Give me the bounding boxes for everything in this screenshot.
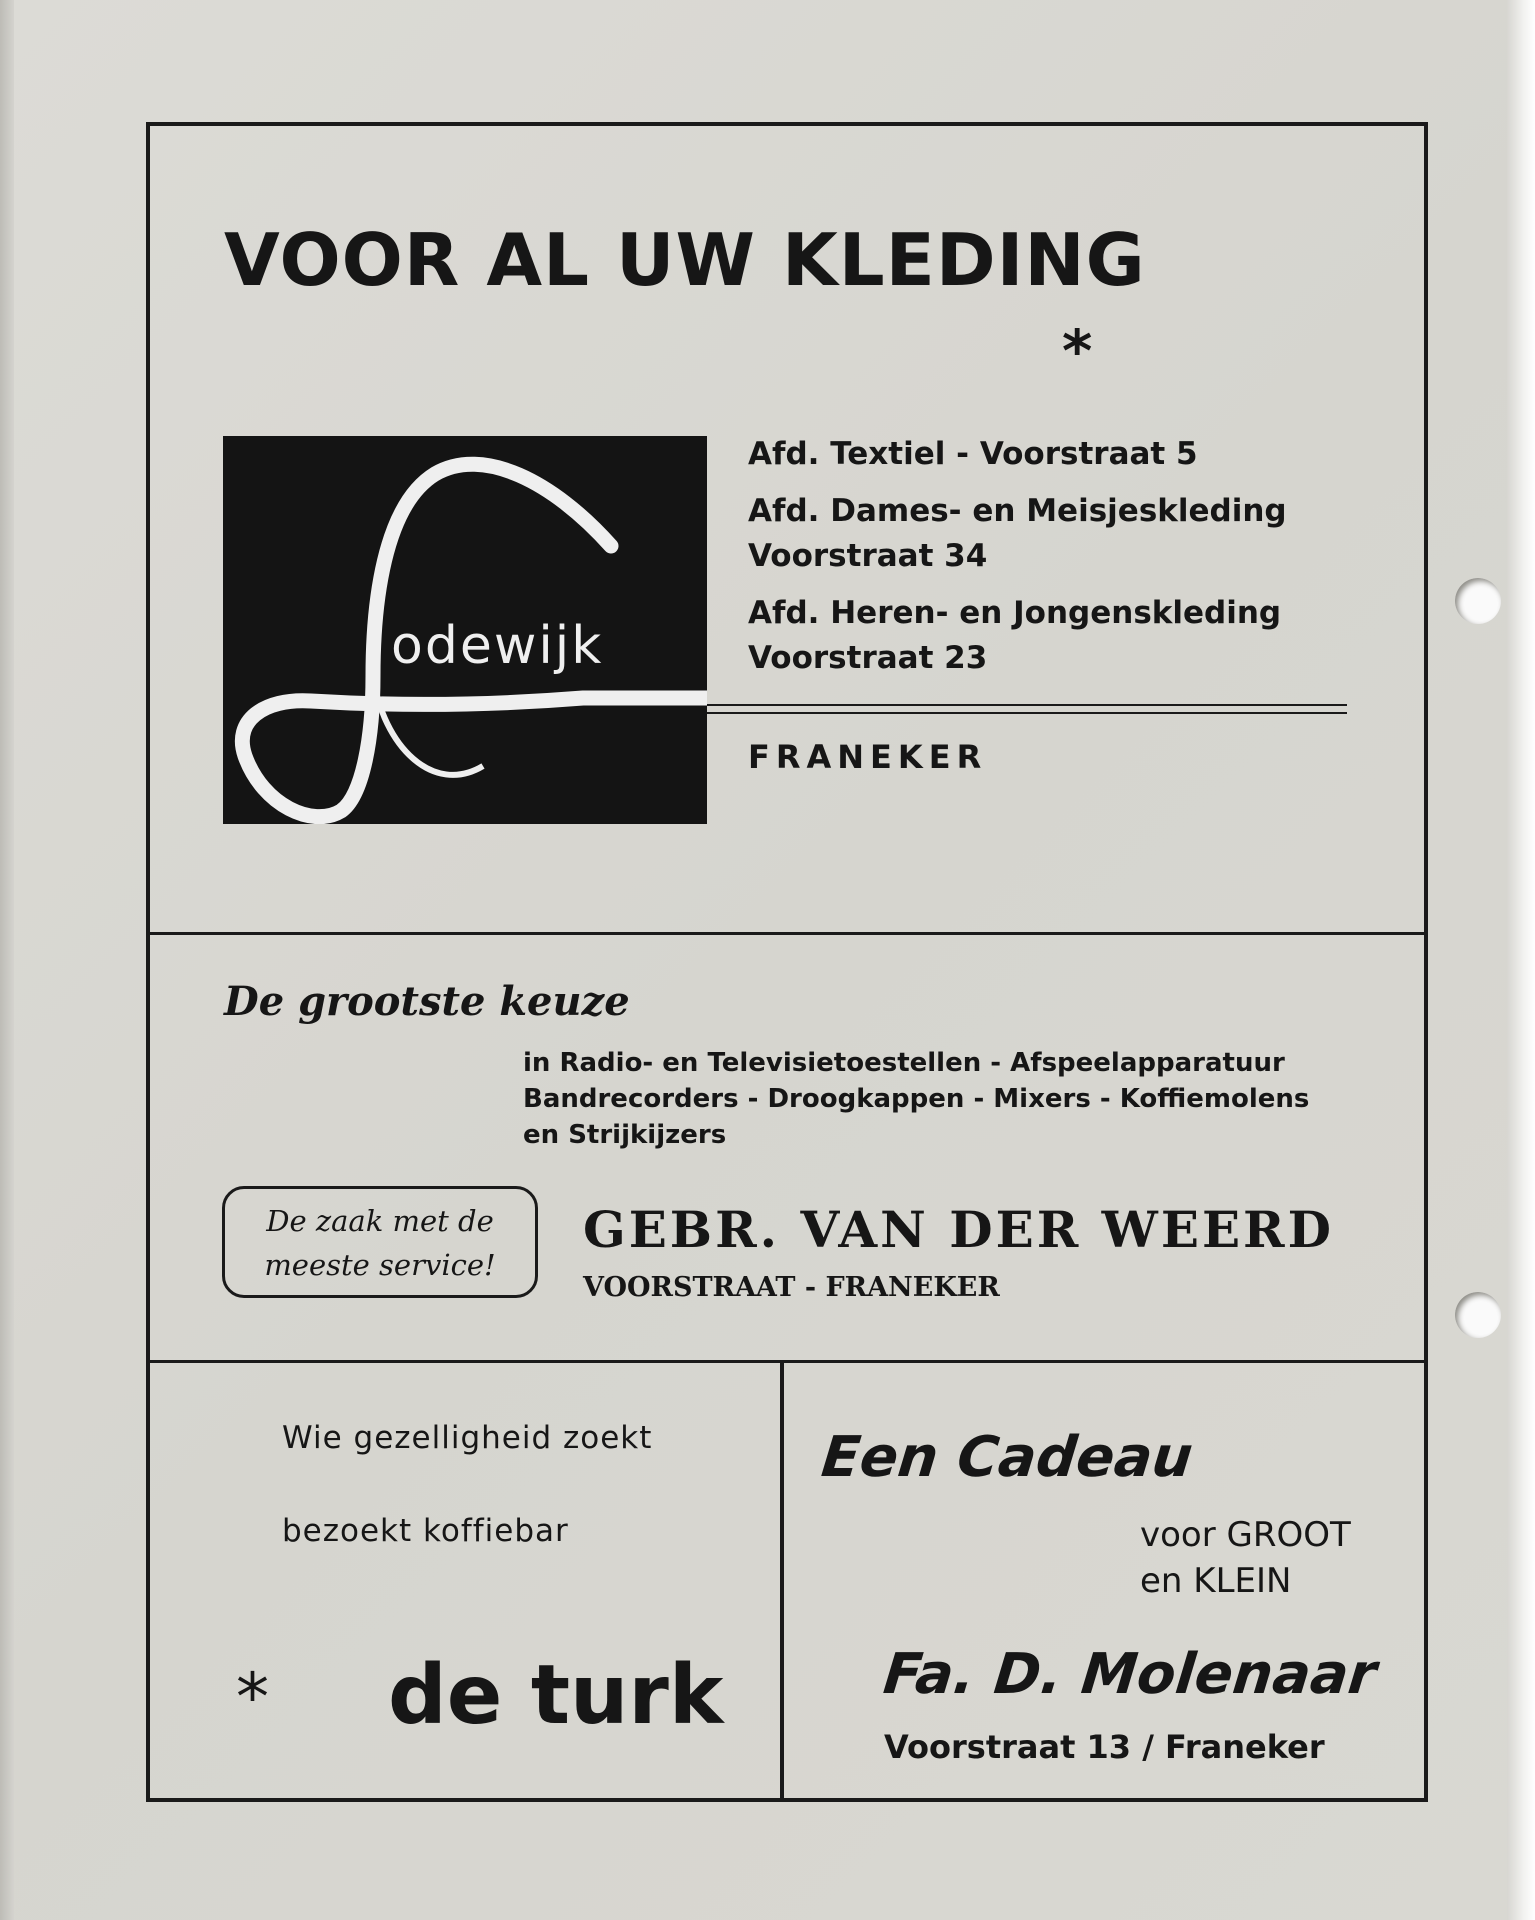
company-address: Voorstraat 13 / Franeker [884,1728,1325,1766]
badge-line: meeste service! [264,1248,496,1282]
product-line: Bandrecorders - Droogkappen - Mixers - Koffiemolens [523,1084,1310,1114]
subtitle-line: en KLEIN [1140,1561,1292,1601]
department-line: Voorstraat 23 [748,640,988,676]
badge-line: De zaak met de [266,1204,494,1238]
department-line: Voorstraat 34 [748,538,988,574]
department-line: Afd. Dames- en Meisjeskleding [748,493,1287,529]
ad-line: bezoekt koffiebar [282,1513,569,1549]
asterisk-icon: * [1062,317,1093,385]
page-right-edge [1507,0,1535,1920]
divider-vertical [780,1360,784,1802]
company-address: VOORSTRAAT - FRANEKER [583,1272,1000,1303]
ad-title: De grootste keuze [224,978,630,1025]
ad-subtitle [1140,1512,1351,1604]
service-badge [222,1186,538,1298]
koffiebar-name: de turk [388,1648,724,1743]
page-left-edge [0,0,14,1920]
company-name: GEBR. VAN DER WEERD [583,1200,1334,1259]
divider-2 [146,1360,1428,1363]
product-line: en Strijkijzers [523,1120,727,1150]
double-rule-bottom [707,712,1347,714]
product-line: in Radio- en Televisietoestellen - Afspeelapparatuur [523,1048,1285,1078]
product-list [523,1045,1353,1153]
department-line: Afd. Textiel - Voorstraat 5 [748,436,1198,472]
subtitle-line: voor GROOT [1140,1515,1351,1555]
ad-line: Wie gezelligheid zoekt [282,1420,653,1456]
double-rule-top [707,704,1347,706]
ad-headline: VOOR AL UW KLEDING [224,218,1146,302]
department-line: Afd. Heren- en Jongenskleding [748,595,1282,631]
ad-title: Een Cadeau [818,1425,1196,1490]
punch-hole-bottom [1455,1292,1501,1338]
asterisk-icon: * [236,1659,269,1736]
company-name: Fa. D. Molenaar [880,1642,1380,1707]
punch-hole-top [1455,578,1501,624]
divider-1 [146,932,1428,935]
logo-wordmark: odewijk [391,616,604,676]
department-list [748,432,1308,681]
ad-city: FRANEKER [748,738,988,776]
lodewijk-logo [223,436,707,824]
